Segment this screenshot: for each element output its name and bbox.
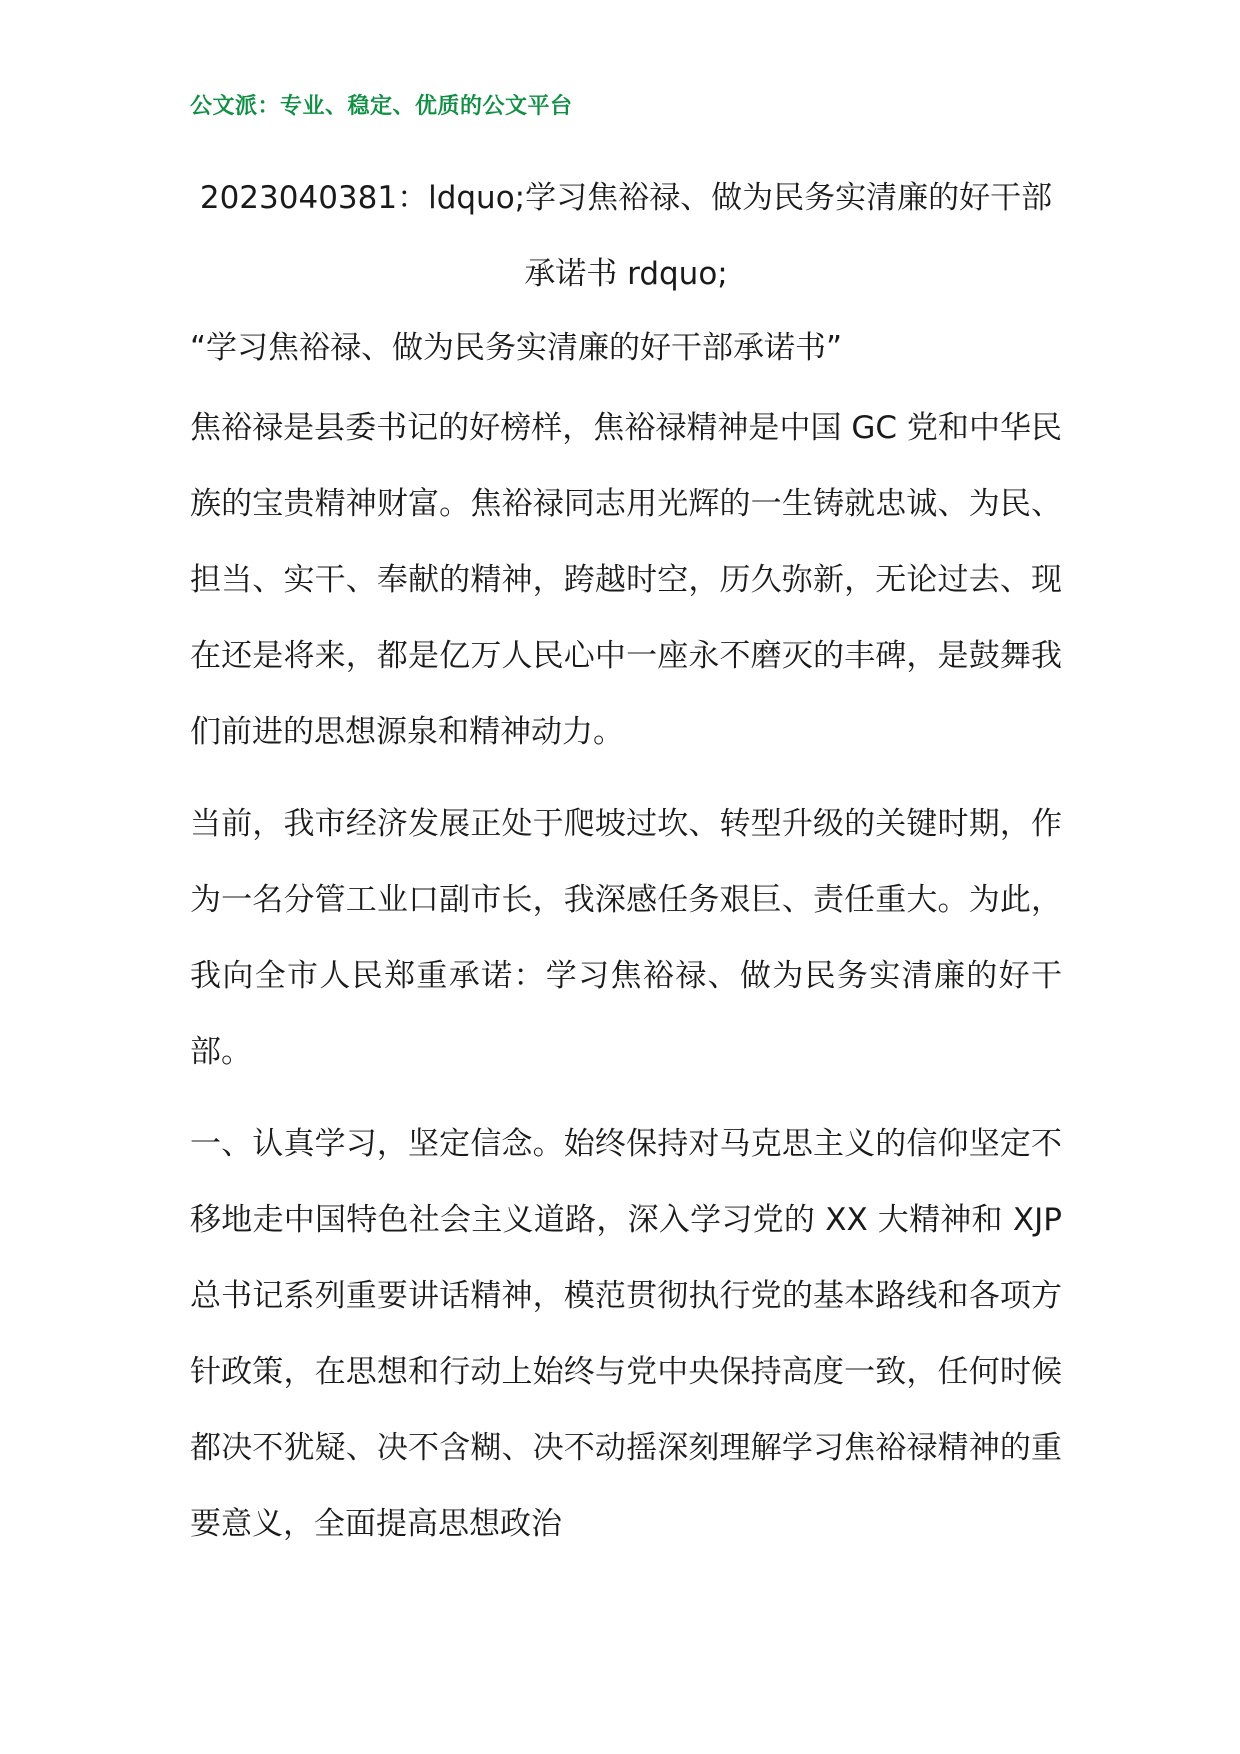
document-body — [190, 160, 1062, 1562]
paragraph-3: 一、认真学习，坚定信念。始终保持对马克思主义的信仰坚定不移地走中国特色社会主义道路，深入学习党的 XX 大精神和 XJP 总书记系列重要讲话精神，模范贯彻执行党的基本路线和各项方针政策，在思想和行动上始终与党中央保持高度一致，任何时候都决不犹疑、决不含糊、决不动摇深刻理解学习焦裕禄精神的重要意义，全面提高思想政治 — [190, 1126, 1062, 1542]
document-title: 2023040381：ldquo;学习焦裕禄、做为民务实清廉的好干部承诺书 rdquo; — [199, 180, 1053, 292]
document-subtitle: “学习焦裕禄、做为民务实清廉的好干部承诺书” — [190, 330, 843, 366]
header-brand-text: 公文派：专业、稳定、优质的公文平台 — [190, 93, 573, 119]
paragraph-2: 当前，我市经济发展正处于爬坡过坎、转型升级的关键时期，作为一名分管工业口副市长，我深感任务艰巨、责任重大。为此，我向全市人民郑重承诺：学习焦裕禄、做为民务实清廉的好干部。 — [190, 806, 1062, 1070]
paragraph-1: 焦裕禄是县委书记的好榜样，焦裕禄精神是中国 GC 党和中华民族的宝贵精神财富。焦裕禄同志用光辉的一生铸就忠诚、为民、担当、实干、奉献的精神，跨越时空，历久弥新，无论过去、现在还是将来，都是亿万人民心中一座永不磨灭的丰碑，是鼓舞我们前进的思想源泉和精神动力。 — [190, 410, 1062, 750]
